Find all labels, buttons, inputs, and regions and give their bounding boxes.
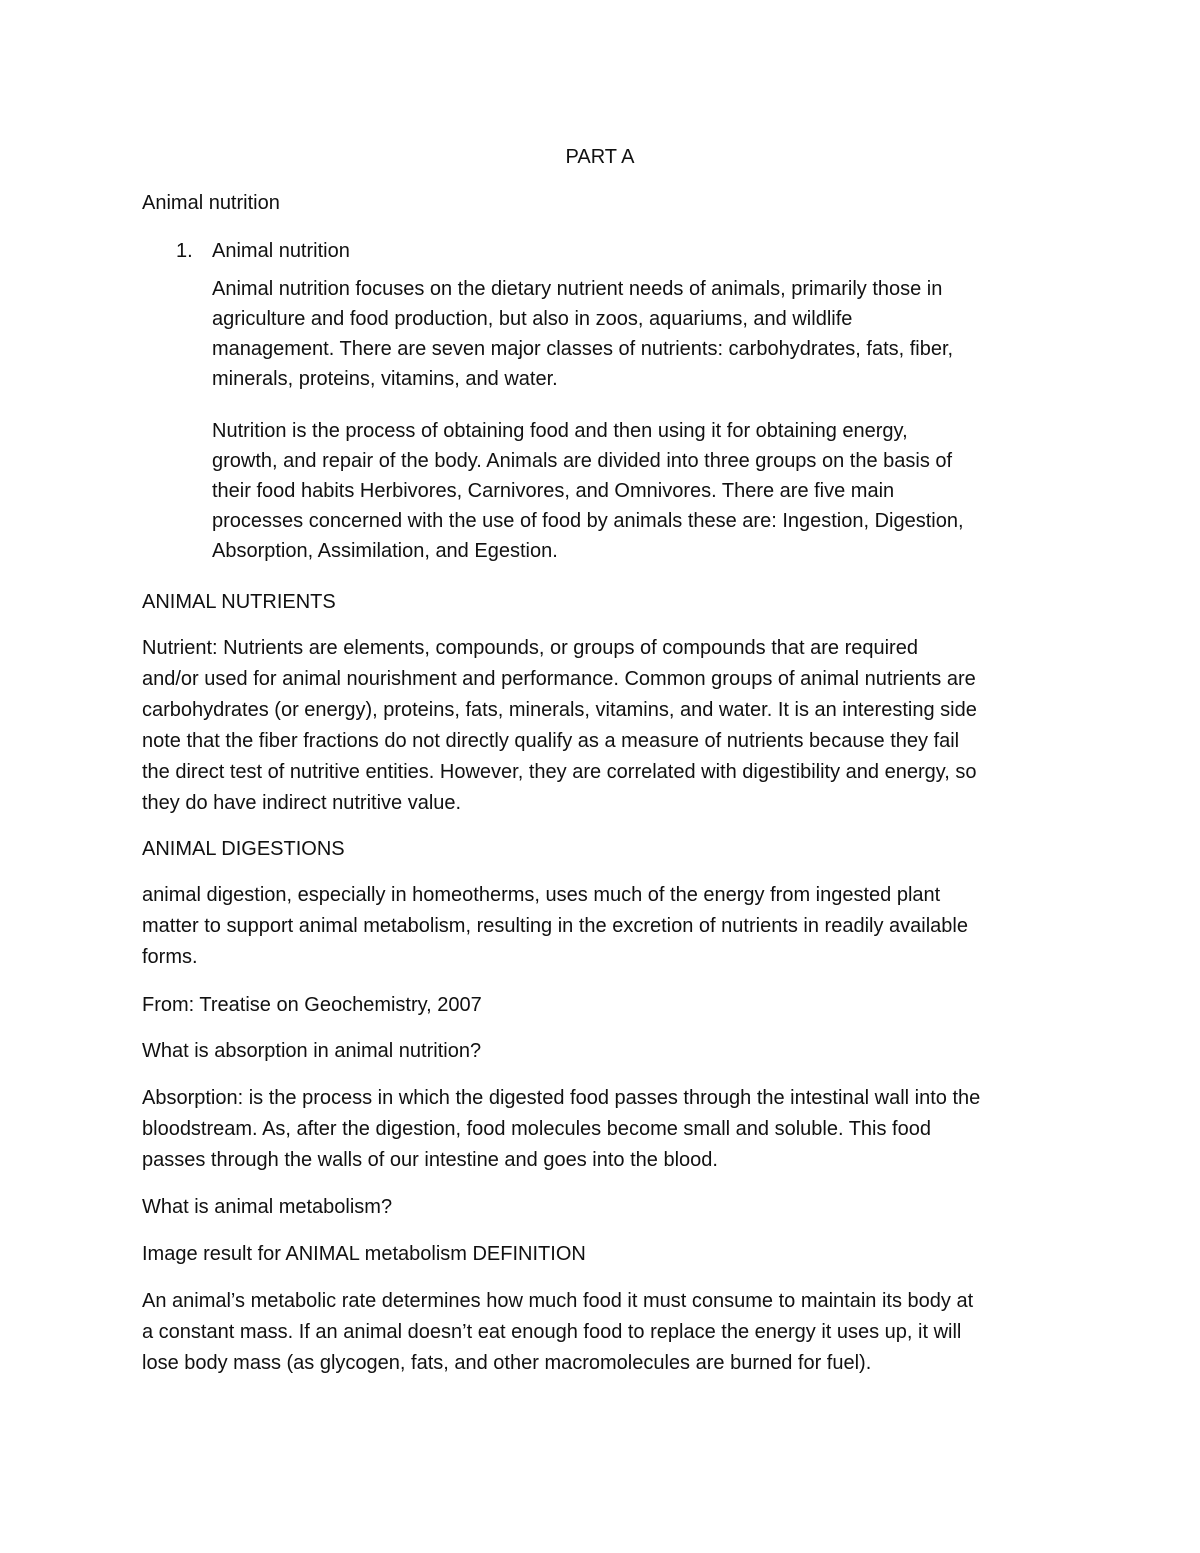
paragraph-line: the direct test of nutritive entities. However, they are correlated with digestibility and energy, so <box>142 761 977 783</box>
paragraph-line: Animal nutrition focuses on the dietary nutrient needs of animals, primarily those in <box>212 278 943 300</box>
question-metabolism: What is animal metabolism? <box>142 1196 393 1218</box>
image-result-line: Image result for ANIMAL metabolism DEFINITION <box>142 1243 586 1265</box>
paragraph-line: management. There are seven major classes of nutrients: carbohydrates, fats, fiber, <box>212 338 954 360</box>
paragraph-line: carbohydrates (or energy), proteins, fats, minerals, vitamins, and water. It is an interesting side <box>142 699 977 721</box>
paragraph-line: animal digestion, especially in homeotherms, uses much of the energy from ingested plant <box>142 884 941 906</box>
paragraph-line: bloodstream. As, after the digestion, food molecules become small and soluble. This food <box>142 1118 931 1140</box>
paragraph-line: forms. <box>142 946 198 968</box>
paragraph-line: passes through the walls of our intestine and goes into the blood. <box>142 1149 718 1171</box>
paragraph-line: note that the fiber fractions do not directly qualify as a measure of nutrients because they fail <box>142 730 960 752</box>
paragraph-line: minerals, proteins, vitamins, and water. <box>212 368 558 390</box>
section-title: Animal nutrition <box>142 192 280 214</box>
paragraph-line: Absorption: is the process in which the digested food passes through the intestinal wall into the <box>142 1087 981 1109</box>
list-item-title: Animal nutrition <box>212 240 350 262</box>
heading-animal-nutrients: ANIMAL NUTRIENTS <box>142 591 336 613</box>
source-line: From: Treatise on Geochemistry, 2007 <box>142 994 482 1016</box>
paragraph-line: they do have indirect nutritive value. <box>142 792 462 814</box>
heading-animal-digestions: ANIMAL DIGESTIONS <box>142 838 345 860</box>
list-item-number: 1. <box>176 240 193 262</box>
paragraph-line: Absorption, Assimilation, and Egestion. <box>212 540 558 562</box>
paragraph-line: Nutrition is the process of obtaining food and then using it for obtaining energy, <box>212 420 908 442</box>
paragraph-line: processes concerned with the use of food by animals these are: Ingestion, Digestion, <box>212 510 964 532</box>
paragraph-line: growth, and repair of the body. Animals are divided into three groups on the basis of <box>212 450 953 472</box>
paragraph-line: An animal’s metabolic rate determines how much food it must consume to maintain its body at <box>142 1290 974 1312</box>
part-title: PART A <box>565 146 635 168</box>
paragraph-line: lose body mass (as glycogen, fats, and other macromolecules are burned for fuel). <box>142 1352 872 1374</box>
question-absorption: What is absorption in animal nutrition? <box>142 1040 482 1062</box>
paragraph-line: and/or used for animal nourishment and performance. Common groups of animal nutrients are <box>142 668 976 690</box>
paragraph-line: their food habits Herbivores, Carnivores, and Omnivores. There are five main <box>212 480 895 502</box>
paragraph-line: agriculture and food production, but also in zoos, aquariums, and wildlife <box>212 308 853 330</box>
paragraph-line: matter to support animal metabolism, resulting in the excretion of nutrients in readily available <box>142 915 968 937</box>
paragraph-line: a constant mass. If an animal doesn’t eat enough food to replace the energy it uses up, it will <box>142 1321 962 1343</box>
paragraph-line: Nutrient: Nutrients are elements, compounds, or groups of compounds that are required <box>142 637 918 659</box>
